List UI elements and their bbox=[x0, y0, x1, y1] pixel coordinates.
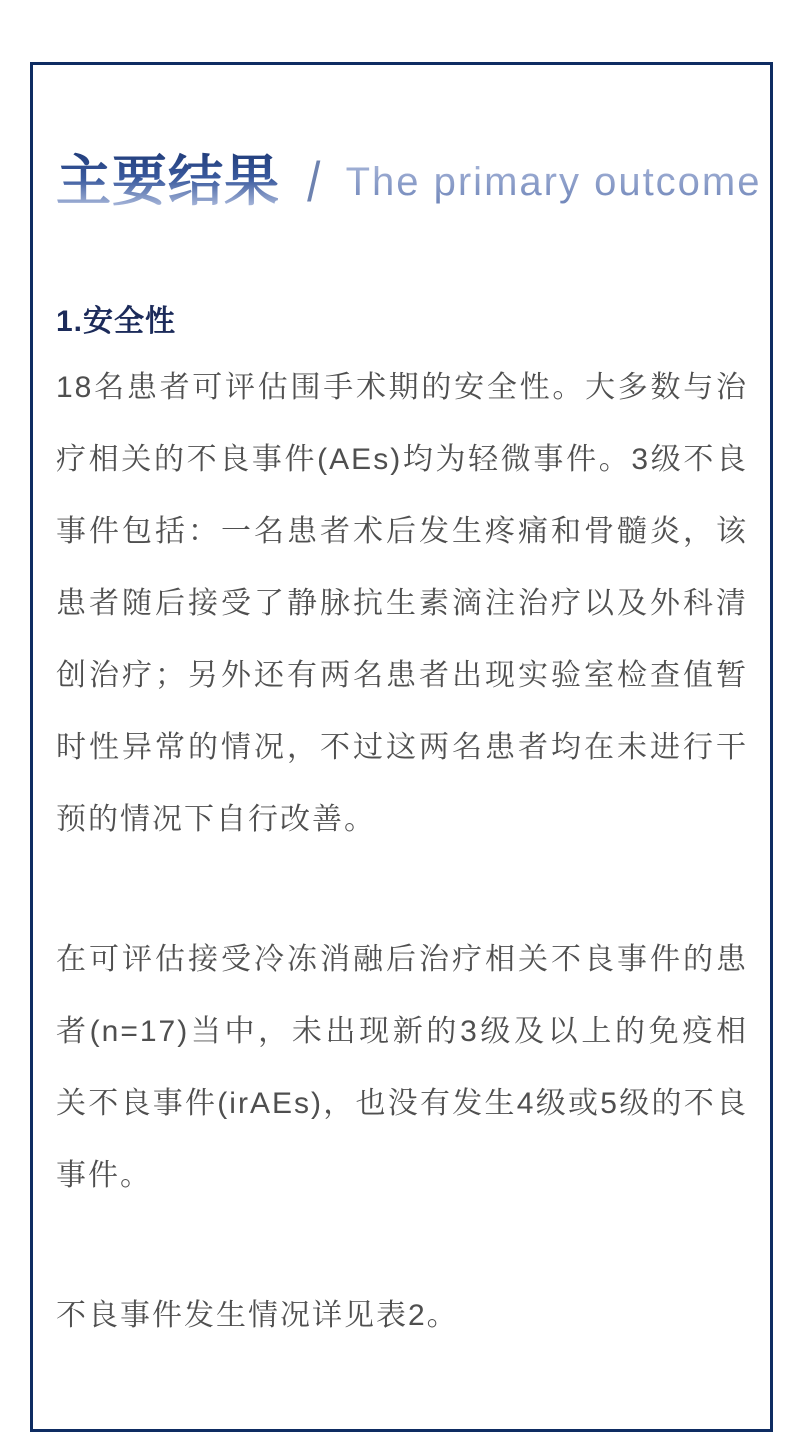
page-title-zh: 主要结果 bbox=[56, 150, 281, 212]
article-body bbox=[56, 352, 748, 1352]
paragraph-table-reference: 不良事件发生情况详见表2。 bbox=[56, 1299, 459, 1333]
page-title-en: The primary outcome bbox=[345, 159, 762, 204]
title-divider-slash: / bbox=[307, 149, 321, 213]
paragraph-post-cryoablation: 在可评估接受冷冻消融后治疗相关不良事件的患者(n=17)当中，未出现新的3级及以上的免疫相关不良事件(irAEs)，也没有发生4级或5级的不良事件。 bbox=[56, 943, 748, 1193]
section-header bbox=[56, 149, 762, 213]
paragraph-safety-overview: 18名患者可评估围手术期的安全性。大多数与治疗相关的不良事件(AEs)均为轻微事件。3级不良事件包括：一名患者术后发生疼痛和骨髓炎，该患者随后接受了静脉抗生素滴注治疗以及外科清创治疗；另外还有两名患者出现实验室检查值暂时性异常的情况，不过这两名患者均在未进行干预的情况下自行改善。 bbox=[56, 371, 748, 837]
article-card bbox=[30, 62, 773, 1432]
subsection-heading-safety: 1.安全性 bbox=[56, 305, 177, 339]
